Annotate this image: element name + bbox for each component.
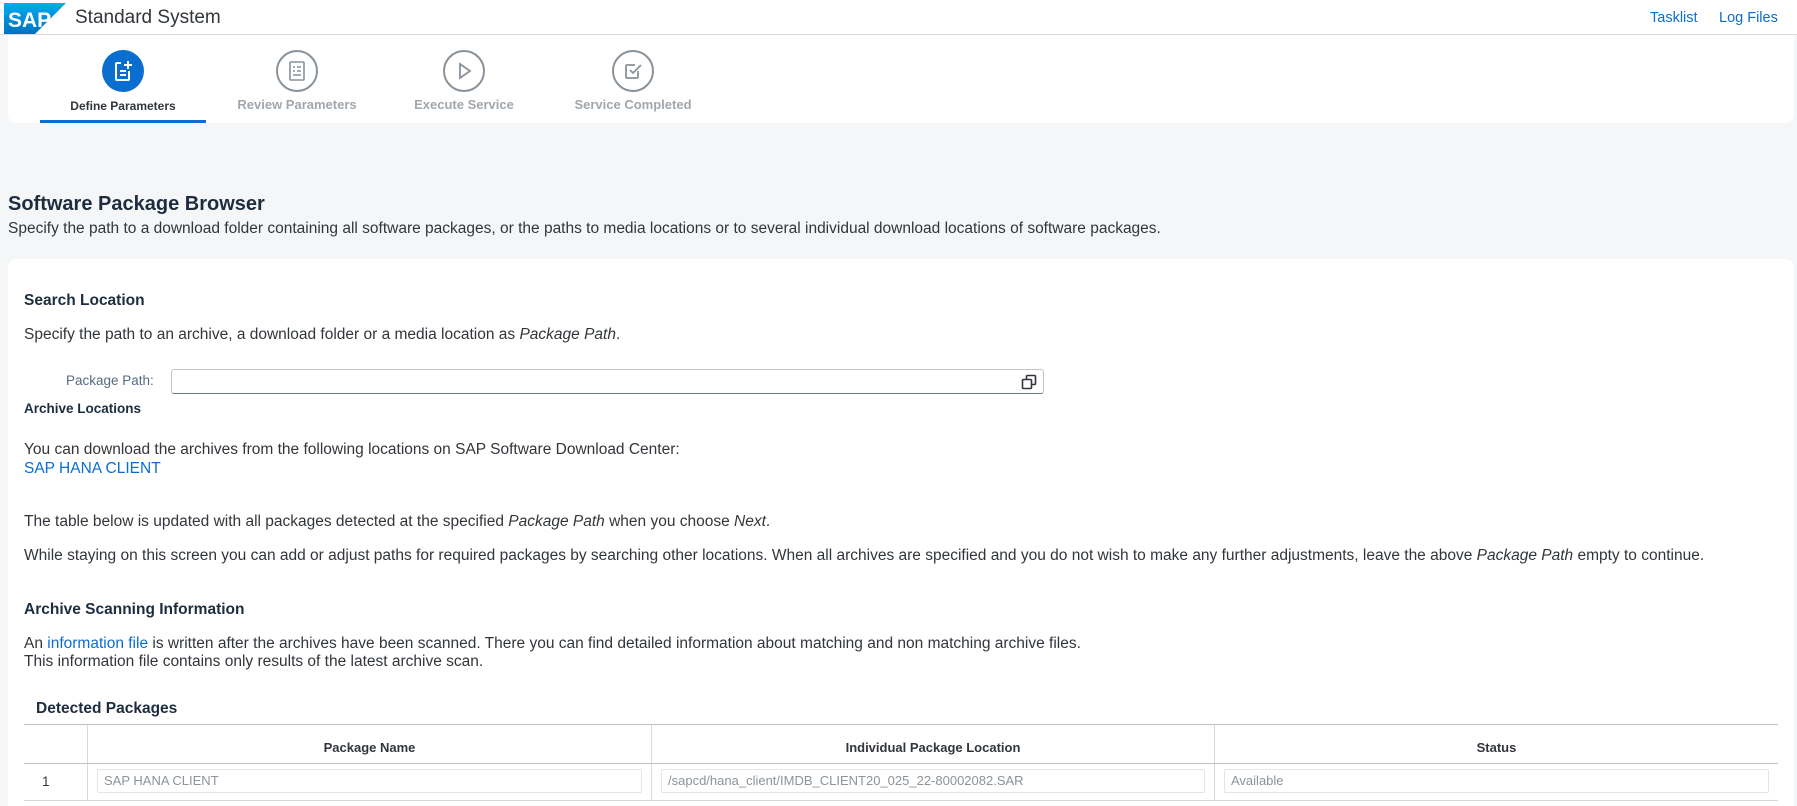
value-help-icon[interactable] — [1021, 374, 1037, 390]
sap-hana-client-link[interactable]: SAP HANA CLIENT — [24, 460, 161, 477]
archive-locations-intro: You can download the archives from the following locations on SAP Software Download Center: — [24, 441, 680, 458]
note-text: empty to continue. — [1573, 547, 1705, 564]
detected-packages-table — [24, 724, 1778, 801]
review-list-icon — [276, 50, 318, 92]
package-path-input[interactable] — [171, 369, 1044, 394]
shell-bar — [0, 0, 1797, 35]
column-header-index — [24, 725, 87, 763]
package-location-cell — [651, 764, 1214, 800]
column-header-package-name[interactable]: Package Name — [87, 725, 651, 763]
column-header-status[interactable]: Status — [1214, 725, 1778, 763]
sap-logo-text: SAP — [8, 9, 52, 32]
intro-emphasis: Package Path — [519, 326, 616, 343]
scan-text: is written after the archives have been scanned. There you can find detailed information about matching and non matching archive files. — [148, 635, 1081, 652]
adjust-paths-note — [24, 547, 1704, 565]
sap-logo[interactable] — [4, 3, 66, 34]
wizard-step-execute-service[interactable] — [381, 35, 547, 123]
archive-scanning-heading: Archive Scanning Information — [24, 601, 245, 618]
main-panel — [8, 259, 1794, 806]
scanning-info-line — [24, 635, 1081, 653]
note-emphasis: Package Path — [508, 513, 605, 530]
package-name-cell — [87, 764, 651, 800]
detected-packages-title: Detected Packages — [36, 700, 178, 717]
note-emphasis: Next — [734, 513, 766, 530]
search-location-intro — [24, 326, 620, 344]
package-name-field[interactable]: SAP HANA CLIENT — [97, 769, 642, 793]
note-text: The table below is updated with all packages detected at the specified — [24, 513, 509, 530]
wizard-step-label: Execute Service — [414, 97, 514, 112]
wizard-step-define-parameters[interactable] — [40, 35, 206, 123]
table-update-note — [24, 513, 770, 531]
status-cell — [1214, 764, 1778, 800]
intro-suffix: . — [615, 326, 621, 343]
search-location-heading: Search Location — [24, 292, 145, 309]
wizard-step-review-parameters[interactable] — [214, 35, 380, 123]
wizard-step-label: Review Parameters — [237, 97, 357, 112]
wizard-step-service-completed[interactable] — [548, 35, 718, 123]
table-header — [24, 725, 1778, 764]
note-text: . — [765, 513, 771, 530]
package-path-label: Package Path: — [66, 373, 154, 388]
note-emphasis: Package Path — [1476, 547, 1574, 564]
note-text: While staying on this screen you can add or adjust paths for required packages by searching other locations. When all archives are specified and you do not wish to make any further adjustments, leave the above — [24, 547, 1477, 564]
table-row[interactable] — [24, 764, 1778, 801]
row-index: 1 — [42, 774, 50, 789]
page-title: Software Package Browser — [8, 193, 265, 215]
edit-document-icon — [102, 50, 144, 92]
checkbox-icon — [612, 50, 654, 92]
scanning-info-line-2: This information file contains only results of the latest archive scan. — [24, 653, 484, 670]
app-title: Standard System — [75, 7, 221, 28]
archive-locations-heading: Archive Locations — [24, 401, 142, 416]
wizard-step-label: Service Completed — [574, 97, 692, 112]
tasklist-link[interactable]: Tasklist — [1650, 10, 1698, 26]
active-step-indicator — [40, 120, 206, 123]
intro-text: Specify the path to an archive, a download folder or a media location as — [24, 326, 520, 343]
wizard-progress — [8, 35, 1794, 123]
note-text: when you choose — [604, 513, 735, 530]
package-location-field[interactable]: /sapcd/hana_client/IMDB_CLIENT20_025_22-80002082.SAR — [661, 769, 1205, 793]
status-field[interactable]: Available — [1224, 769, 1769, 793]
page-description: Specify the path to a download folder containing all software packages, or the paths to media locations or to several individual download locations of software packages. — [8, 220, 1161, 237]
information-file-link[interactable]: information file — [47, 635, 149, 652]
log-files-link[interactable]: Log Files — [1719, 10, 1778, 26]
column-header-package-location[interactable]: Individual Package Location — [651, 725, 1214, 763]
wizard-step-label: Define Parameters — [70, 99, 176, 113]
play-icon — [443, 50, 485, 92]
scan-text: An — [24, 635, 48, 652]
